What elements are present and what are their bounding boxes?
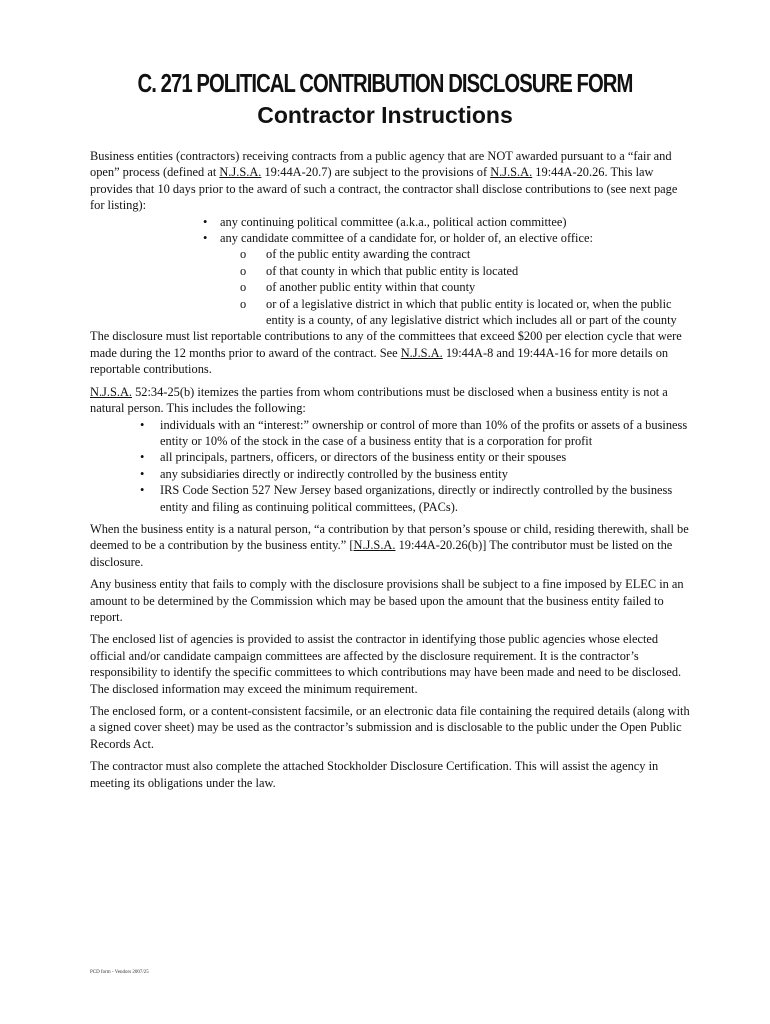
statute-reference: N.J.S.A. bbox=[90, 384, 132, 399]
list-item: • individuals with an “interest:” ownership or control of more than 10% of the profits or assets of a business entity or 10% of the stock in the case of a business entity that is a corporation for profit bbox=[140, 417, 690, 450]
list-item: • any continuing political committee (a.k.a., political action committee) bbox=[203, 214, 690, 230]
statute-reference: N.J.S.A. bbox=[353, 538, 396, 553]
parties-paragraph: N.J.S.A. 52:34-25(b) itemizes the parties from whom contributions must be disclosed when a business entity is not a natural person. This includes the following: bbox=[90, 384, 668, 416]
list-item: • IRS Code Section 527 New Jersey based organizations, directly or indirectly controlled by the business entity and filing as continuing political committees, (PACs). bbox=[140, 482, 690, 515]
parties-list bbox=[140, 417, 690, 515]
agencies-paragraph: The enclosed list of agencies is provided to assist the contractor in identifying those public agencies whose elected official and/or candidate campaign committees are affected by the disclosure requirement. It is the contractor’s responsibility to identify the specific committees to which contributions may have been made and need to be disclosed. The disclosed information may exceed the minimum requirement. bbox=[90, 632, 682, 696]
list-item: • any candidate committee of a candidate for, or holder of, an elective office: o of the public entity awarding the contract o of that county in which that public entity is located o of another public entity within that county o or of a legislative district in which that public entity is located or, when the public entity is a county, of any legislative district which includes all or part of the county bbox=[203, 230, 690, 328]
instructions-body bbox=[90, 148, 690, 797]
form-subtitle: Contractor Instructions bbox=[257, 102, 513, 128]
intro-paragraph: Business entities (contractors) receiving contracts from a public agency that are NOT awarded pursuant to a “fair and open” process (defined at N.J.S.A. 19:44A-20.7) are subject to the provisions of N.J.S.A. 19:44A-20.26. This law provides that 10 days prior to the award of such a contract, the contractor shall disclose contributions to (see next page for listing): bbox=[90, 149, 678, 213]
statute-reference: N.J.S.A. bbox=[490, 165, 533, 180]
fine-paragraph: Any business entity that fails to comply with the disclosure provisions shall be subject to a fine imposed by ELEC in an amount to be determined by the Commission which may be based upon the amount that the business entity failed to report. bbox=[90, 577, 684, 624]
stockholder-paragraph: The contractor must also complete the attached Stockholder Disclosure Certification. This will assist the agency in meeting its obligations under the law. bbox=[90, 759, 659, 790]
form-paragraph: The enclosed form, or a content-consistent facsimile, or an electronic data file containing the required details (along with a signed cover sheet) may be used as the contractor’s submission and is disclosable to the public under the Open Public Records Act. bbox=[90, 704, 690, 751]
natural-person-paragraph: When the business entity is a natural person, “a contribution by that person’s spouse or child, residing therewith, shall be deemed to be a contribution by the business entity.” [N.J.S.A. 19:44A-20.26(b)] The contributor must be listed on the disclosure. bbox=[90, 521, 689, 569]
list-item: • any subsidiaries directly or indirectly controlled by the business entity bbox=[140, 466, 690, 482]
committee-list bbox=[203, 214, 690, 329]
page-footer: PCD form - Vendors 2007/25 bbox=[90, 970, 149, 975]
list-item: o of the public entity awarding the contract bbox=[240, 246, 690, 262]
list-item: o or of a legislative district in which that public entity is located or, when the public entity is a county, of any legislative district which includes all or part of the county bbox=[240, 296, 690, 329]
list-item: o of that county in which that public entity is located bbox=[240, 263, 690, 279]
list-item: o of another public entity within that county bbox=[240, 279, 690, 295]
office-list bbox=[240, 246, 690, 328]
form-title: C. 271 POLITICAL CONTRIBUTION DISCLOSURE FORM bbox=[137, 68, 633, 98]
statute-reference: N.J.S.A. bbox=[219, 165, 262, 180]
reportable-paragraph: The disclosure must list reportable contributions to any of the committees that exceed $200 per election cycle that were made during the 12 months prior to award of the contract. See N.J.S.A. 19:44A-8 and 19:44A-16 for more details on reportable contributions. bbox=[90, 329, 682, 377]
statute-reference: N.J.S.A. bbox=[400, 345, 443, 360]
list-item: • all principals, partners, officers, or directors of the business entity or their spouses bbox=[140, 449, 690, 465]
